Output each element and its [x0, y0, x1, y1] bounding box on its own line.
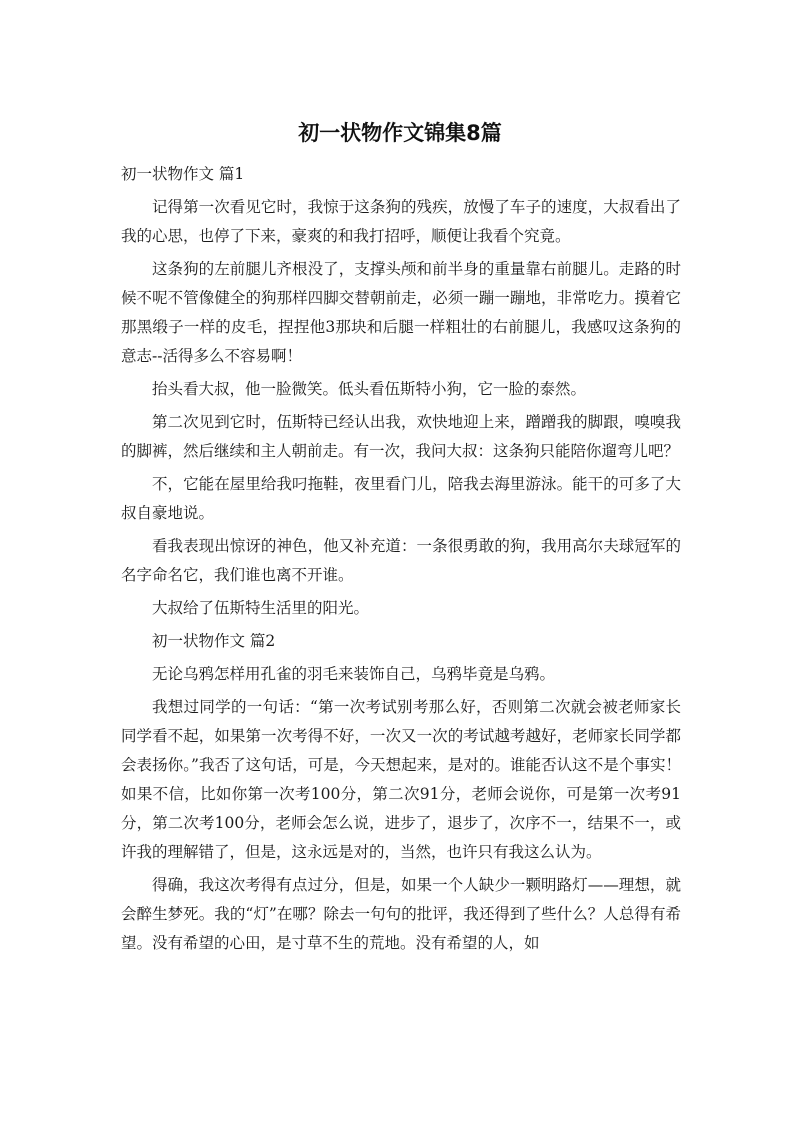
document-title: 初一状物作文锦集8篇 — [298, 121, 502, 145]
paragraph: 抬头看大叔，他一脸微笑。低头看伍斯特小狗，它一脸的泰然。 — [152, 380, 587, 398]
paragraph: 我想过同学的一句话：“第一次考试别考那么好，否则第二次就会被老师家长同学看不起，如果第一次考得不好，一次又一次的考试越考越好，老师家长同学都会表扬你。”我否了这句话，可是，今天想起来，是对的。谁能否认这不是个事实！如果不信，比如你第一次考100分，第二次91分，老师会说你，可是第一次考91分，第二次考100分，老师会怎么说，进步了，退步了，次序不一，结果不一，或许我的理解错了，但是，这永远是对的，当然，也许只有我这么认为。 — [121, 698, 681, 861]
paragraph: 这条狗的左前腿儿齐根没了，支撑头颅和前半身的重量靠右前腿儿。走路的时候不呢不管像健全的狗那样四脚交替朝前走，必须一蹦一蹦地，非常吃力。摸着它那黑缎子一样的皮毛，捏捏他3那块和后腿一样粗壮的右前腿儿，我感叹这条狗的意志--活得多么不容易啊！ — [121, 260, 681, 365]
paragraph: 记得第一次看见它时，我惊于这条狗的残疾，放慢了车子的速度，大叔看出了我的心思，也停了下来，豪爽的和我打招呼，顺便让我看个究竟。 — [121, 198, 681, 245]
document-body — [121, 160, 681, 958]
paragraph: 第二次见到它时，伍斯特已经认出我，欢快地迎上来，蹭蹭我的脚跟，嗅嗅我的脚裤，然后继续和主人朝前走。有一次，我问大叔：这条狗只能陪你遛弯儿吧？ — [121, 413, 681, 460]
paragraph: 看我表现出惊讶的神色，他又补充道：一条很勇敢的狗，我用高尔夫球冠军的名字命名它，我们谁也离不开谁。 — [121, 537, 681, 584]
paragraph: 不，它能在屋里给我叼拖鞋，夜里看门儿，陪我去海里游泳。能干的可多了大叔自豪地说。 — [121, 475, 681, 522]
paragraph: 大叔给了伍斯特生活里的阳光。 — [152, 599, 370, 617]
section-heading-1: 初一状物作文 篇1 — [121, 165, 245, 183]
paragraph: 得确，我这次考得有点过分，但是，如果一个人缺少一颗明路灯——理想，就会醉生梦死。我的“灯”在哪？除去一句句的批评，我还得到了些什么？人总得有希望。没有希望的心田，是寸草不生的荒地。没有希望的人，如 — [121, 876, 681, 952]
paragraph: 无论乌鸦怎样用孔雀的羽毛来装饰自己，乌鸦毕竟是乌鸦。 — [152, 665, 556, 683]
section-heading-2: 初一状物作文 篇2 — [152, 632, 276, 650]
